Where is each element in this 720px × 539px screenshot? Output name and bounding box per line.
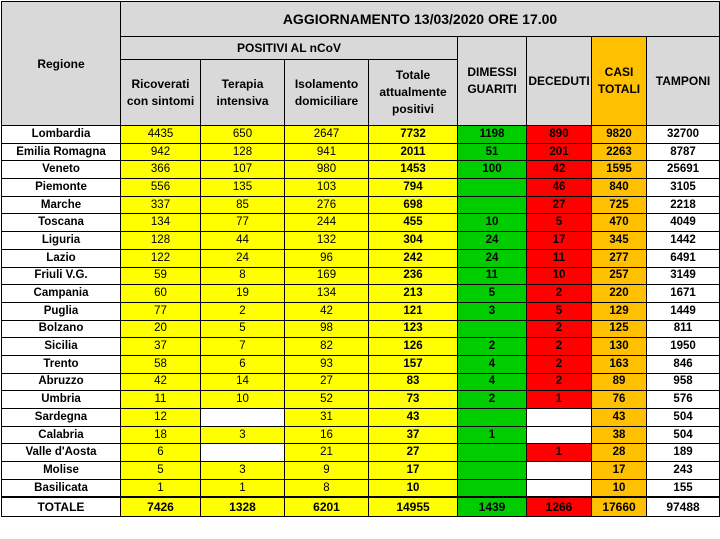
cell-regione: Emilia Romagna	[2, 143, 121, 161]
cell-regione: Bolzano	[2, 320, 121, 338]
cell-isolamento: 93	[285, 355, 369, 373]
cell-terapia: 5	[201, 320, 285, 338]
total-deceduti: 1266	[527, 497, 592, 517]
cell-isolamento: 244	[285, 214, 369, 232]
cell-isolamento: 9	[285, 462, 369, 480]
cell-totale: 17	[369, 462, 458, 480]
cell-casi: 28	[592, 444, 647, 462]
cell-totale: 455	[369, 214, 458, 232]
cell-ricoverati: 134	[121, 214, 201, 232]
cell-ricoverati: 128	[121, 232, 201, 250]
cell-regione: Veneto	[2, 161, 121, 179]
total-totale: 14955	[369, 497, 458, 517]
cell-tamponi: 8787	[647, 143, 720, 161]
cell-deceduti: 1	[527, 391, 592, 409]
total-terapia: 1328	[201, 497, 285, 517]
cell-regione: Sicilia	[2, 338, 121, 356]
header-ricoverati: Ricoverati con sintomi	[121, 60, 201, 126]
cell-ricoverati: 122	[121, 249, 201, 267]
cell-isolamento: 132	[285, 232, 369, 250]
cell-casi: 470	[592, 214, 647, 232]
cell-regione: Toscana	[2, 214, 121, 232]
cell-dimessi: 3	[458, 302, 527, 320]
cell-deceduti: 2	[527, 373, 592, 391]
cell-deceduti: 2	[527, 338, 592, 356]
table-row	[2, 426, 720, 444]
cell-isolamento: 2647	[285, 126, 369, 144]
table-row	[2, 462, 720, 480]
cell-isolamento: 82	[285, 338, 369, 356]
cell-isolamento: 276	[285, 196, 369, 214]
cell-terapia: 2	[201, 302, 285, 320]
cell-ricoverati: 6	[121, 444, 201, 462]
cell-totale: 698	[369, 196, 458, 214]
header-dimessi: DIMESSI GUARITI	[458, 37, 527, 126]
cell-dimessi	[458, 179, 527, 197]
cell-regione: Umbria	[2, 391, 121, 409]
cell-deceduti: 2	[527, 320, 592, 338]
cell-regione: Piemonte	[2, 179, 121, 197]
cell-regione: Basilicata	[2, 479, 121, 497]
cell-regione: Friuli V.G.	[2, 267, 121, 285]
cell-totale: 10	[369, 479, 458, 497]
cell-tamponi: 243	[647, 462, 720, 480]
cell-ricoverati: 37	[121, 338, 201, 356]
cell-deceduti: 11	[527, 249, 592, 267]
cell-dimessi: 2	[458, 391, 527, 409]
cell-ricoverati: 4435	[121, 126, 201, 144]
cell-dimessi: 4	[458, 355, 527, 373]
cell-deceduti	[527, 479, 592, 497]
cell-totale: 83	[369, 373, 458, 391]
cell-deceduti: 5	[527, 302, 592, 320]
table-row	[2, 267, 720, 285]
cell-dimessi: 1198	[458, 126, 527, 144]
cell-terapia	[201, 409, 285, 427]
cell-casi: 220	[592, 285, 647, 303]
header-tamponi: TAMPONI	[647, 37, 720, 126]
cell-ricoverati: 1	[121, 479, 201, 497]
table-row	[2, 214, 720, 232]
cell-ricoverati: 18	[121, 426, 201, 444]
cell-casi: 9820	[592, 126, 647, 144]
cell-ricoverati: 942	[121, 143, 201, 161]
cell-deceduti: 42	[527, 161, 592, 179]
cell-tamponi: 846	[647, 355, 720, 373]
cell-dimessi	[458, 462, 527, 480]
cell-terapia: 7	[201, 338, 285, 356]
cell-ricoverati: 59	[121, 267, 201, 285]
cell-deceduti	[527, 462, 592, 480]
cell-totale: 27	[369, 444, 458, 462]
cell-deceduti	[527, 409, 592, 427]
table-row	[2, 373, 720, 391]
cell-casi: 38	[592, 426, 647, 444]
cell-isolamento: 103	[285, 179, 369, 197]
report-title: AGGIORNAMENTO 13/03/2020 ORE 17.00	[121, 2, 720, 37]
cell-casi: 17	[592, 462, 647, 480]
cell-tamponi: 3149	[647, 267, 720, 285]
table-row	[2, 179, 720, 197]
header-deceduti: DECEDUTI	[527, 37, 592, 126]
cell-isolamento: 21	[285, 444, 369, 462]
cell-terapia: 10	[201, 391, 285, 409]
cell-deceduti: 890	[527, 126, 592, 144]
cell-ricoverati: 12	[121, 409, 201, 427]
cell-totale: 43	[369, 409, 458, 427]
table-row	[2, 161, 720, 179]
table-row	[2, 302, 720, 320]
cell-deceduti: 2	[527, 355, 592, 373]
cell-regione: Liguria	[2, 232, 121, 250]
cell-ricoverati: 11	[121, 391, 201, 409]
cell-casi: 10	[592, 479, 647, 497]
cell-ricoverati: 366	[121, 161, 201, 179]
cell-terapia: 650	[201, 126, 285, 144]
cell-terapia: 107	[201, 161, 285, 179]
cell-regione: Sardegna	[2, 409, 121, 427]
cell-isolamento: 96	[285, 249, 369, 267]
cell-dimessi	[458, 409, 527, 427]
cell-terapia	[201, 444, 285, 462]
total-isolamento: 6201	[285, 497, 369, 517]
cell-isolamento: 42	[285, 302, 369, 320]
cell-ricoverati: 5	[121, 462, 201, 480]
cell-dimessi: 10	[458, 214, 527, 232]
header-isolamento: Isolamento domiciliare	[285, 60, 369, 126]
cell-isolamento: 941	[285, 143, 369, 161]
cell-terapia: 14	[201, 373, 285, 391]
cell-totale: 242	[369, 249, 458, 267]
cell-isolamento: 169	[285, 267, 369, 285]
cell-tamponi: 1442	[647, 232, 720, 250]
cell-terapia: 1	[201, 479, 285, 497]
cell-terapia: 3	[201, 426, 285, 444]
table-row	[2, 126, 720, 144]
table-row	[2, 391, 720, 409]
table-body	[2, 126, 720, 517]
table-row	[2, 338, 720, 356]
cell-ricoverati: 556	[121, 179, 201, 197]
cell-casi: 129	[592, 302, 647, 320]
cell-tamponi: 3105	[647, 179, 720, 197]
cell-terapia: 24	[201, 249, 285, 267]
cell-terapia: 128	[201, 143, 285, 161]
cell-tamponi: 1950	[647, 338, 720, 356]
cell-dimessi: 1	[458, 426, 527, 444]
cell-deceduti: 2	[527, 285, 592, 303]
cell-ricoverati: 58	[121, 355, 201, 373]
cell-regione: Marche	[2, 196, 121, 214]
cell-dimessi	[458, 444, 527, 462]
cell-casi: 89	[592, 373, 647, 391]
cell-deceduti: 17	[527, 232, 592, 250]
cell-terapia: 3	[201, 462, 285, 480]
covid-report-table	[1, 1, 720, 517]
table-row	[2, 355, 720, 373]
cell-isolamento: 52	[285, 391, 369, 409]
cell-terapia: 135	[201, 179, 285, 197]
cell-tamponi: 958	[647, 373, 720, 391]
cell-casi: 257	[592, 267, 647, 285]
cell-deceduti: 27	[527, 196, 592, 214]
cell-isolamento: 8	[285, 479, 369, 497]
header-positivi: POSITIVI AL nCoV	[121, 37, 458, 60]
cell-casi: 840	[592, 179, 647, 197]
cell-dimessi: 11	[458, 267, 527, 285]
cell-totale: 123	[369, 320, 458, 338]
cell-tamponi: 4049	[647, 214, 720, 232]
cell-regione: Abruzzo	[2, 373, 121, 391]
table-row	[2, 479, 720, 497]
cell-isolamento: 27	[285, 373, 369, 391]
cell-totale: 2011	[369, 143, 458, 161]
cell-isolamento: 98	[285, 320, 369, 338]
cell-regione: Valle d'Aosta	[2, 444, 121, 462]
cell-terapia: 8	[201, 267, 285, 285]
cell-totale: 236	[369, 267, 458, 285]
cell-casi: 163	[592, 355, 647, 373]
cell-tamponi: 2218	[647, 196, 720, 214]
cell-dimessi: 5	[458, 285, 527, 303]
header-terapia: Terapia intensiva	[201, 60, 285, 126]
cell-tamponi: 1671	[647, 285, 720, 303]
total-casi: 17660	[592, 497, 647, 517]
cell-deceduti: 201	[527, 143, 592, 161]
cell-ricoverati: 60	[121, 285, 201, 303]
cell-totale: 7732	[369, 126, 458, 144]
cell-dimessi: 51	[458, 143, 527, 161]
header-regione: Regione	[2, 2, 121, 126]
cell-tamponi: 189	[647, 444, 720, 462]
cell-terapia: 19	[201, 285, 285, 303]
cell-totale: 213	[369, 285, 458, 303]
cell-terapia: 85	[201, 196, 285, 214]
header-totale-positivi: Totale attualmente positivi	[369, 60, 458, 126]
table-row	[2, 143, 720, 161]
cell-casi: 277	[592, 249, 647, 267]
covid-report-table-container	[1, 1, 719, 538]
cell-regione: Molise	[2, 462, 121, 480]
cell-tamponi: 1449	[647, 302, 720, 320]
table-row	[2, 409, 720, 427]
cell-regione: Puglia	[2, 302, 121, 320]
table-row	[2, 320, 720, 338]
cell-terapia: 6	[201, 355, 285, 373]
cell-ricoverati: 42	[121, 373, 201, 391]
cell-dimessi: 100	[458, 161, 527, 179]
cell-totale: 1453	[369, 161, 458, 179]
cell-totale: 121	[369, 302, 458, 320]
cell-tamponi: 155	[647, 479, 720, 497]
cell-dimessi: 4	[458, 373, 527, 391]
cell-tamponi: 504	[647, 426, 720, 444]
cell-casi: 345	[592, 232, 647, 250]
cell-dimessi	[458, 320, 527, 338]
cell-ricoverati: 77	[121, 302, 201, 320]
cell-casi: 43	[592, 409, 647, 427]
table-row	[2, 249, 720, 267]
table-row	[2, 285, 720, 303]
cell-dimessi	[458, 196, 527, 214]
cell-ricoverati: 20	[121, 320, 201, 338]
cell-isolamento: 134	[285, 285, 369, 303]
cell-regione: Campania	[2, 285, 121, 303]
cell-regione: Calabria	[2, 426, 121, 444]
cell-casi: 130	[592, 338, 647, 356]
total-regione: TOTALE	[2, 497, 121, 517]
cell-tamponi: 25691	[647, 161, 720, 179]
cell-isolamento: 16	[285, 426, 369, 444]
cell-casi: 1595	[592, 161, 647, 179]
cell-casi: 76	[592, 391, 647, 409]
cell-deceduti: 46	[527, 179, 592, 197]
cell-dimessi: 24	[458, 249, 527, 267]
total-tamponi: 97488	[647, 497, 720, 517]
cell-casi: 125	[592, 320, 647, 338]
total-ricoverati: 7426	[121, 497, 201, 517]
cell-tamponi: 6491	[647, 249, 720, 267]
cell-deceduti: 10	[527, 267, 592, 285]
total-dimessi: 1439	[458, 497, 527, 517]
cell-regione: Lazio	[2, 249, 121, 267]
cell-regione: Trento	[2, 355, 121, 373]
header-casi: CASI TOTALI	[592, 37, 647, 126]
cell-deceduti: 1	[527, 444, 592, 462]
cell-totale: 73	[369, 391, 458, 409]
cell-dimessi: 24	[458, 232, 527, 250]
cell-tamponi: 504	[647, 409, 720, 427]
total-row	[2, 497, 720, 517]
cell-regione: Lombardia	[2, 126, 121, 144]
cell-isolamento: 980	[285, 161, 369, 179]
cell-terapia: 44	[201, 232, 285, 250]
cell-totale: 794	[369, 179, 458, 197]
cell-totale: 37	[369, 426, 458, 444]
cell-tamponi: 32700	[647, 126, 720, 144]
table-row	[2, 444, 720, 462]
table-row	[2, 196, 720, 214]
cell-dimessi: 2	[458, 338, 527, 356]
cell-casi: 725	[592, 196, 647, 214]
cell-dimessi	[458, 479, 527, 497]
cell-totale: 157	[369, 355, 458, 373]
cell-deceduti: 5	[527, 214, 592, 232]
cell-isolamento: 31	[285, 409, 369, 427]
cell-tamponi: 811	[647, 320, 720, 338]
cell-terapia: 77	[201, 214, 285, 232]
cell-tamponi: 576	[647, 391, 720, 409]
table-row	[2, 232, 720, 250]
cell-totale: 304	[369, 232, 458, 250]
cell-ricoverati: 337	[121, 196, 201, 214]
cell-deceduti	[527, 426, 592, 444]
cell-casi: 2263	[592, 143, 647, 161]
cell-totale: 126	[369, 338, 458, 356]
